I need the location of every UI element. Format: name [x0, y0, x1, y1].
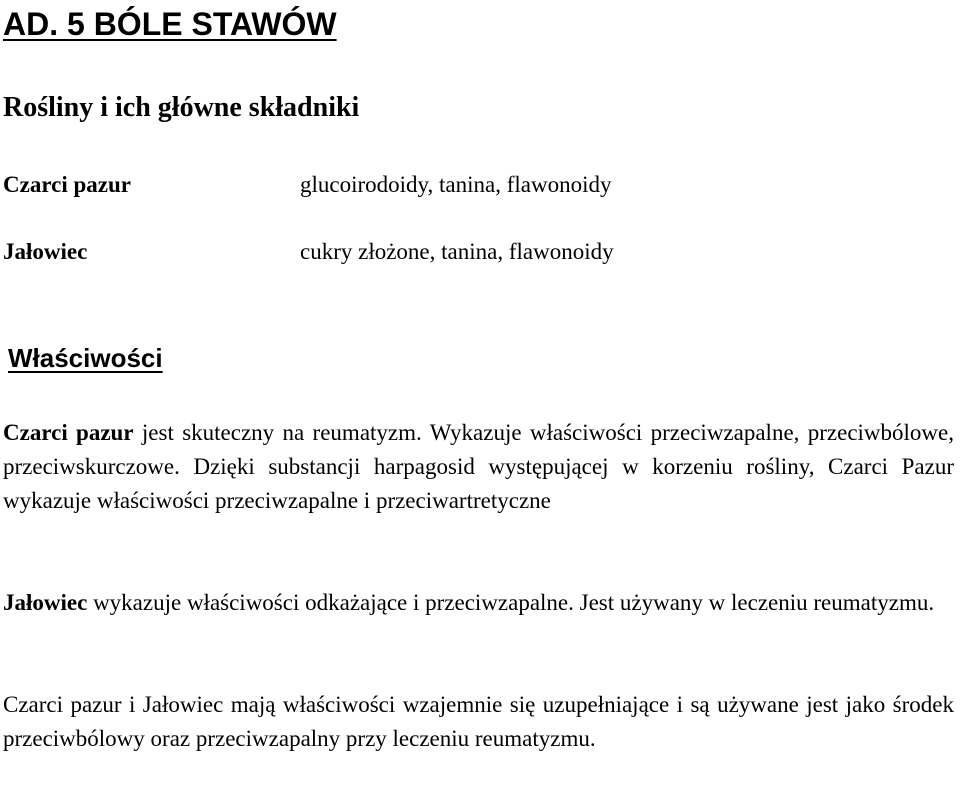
plant-name: Jałowiec: [3, 239, 88, 264]
paragraph-czarci-pazur: [3, 416, 954, 518]
plants-heading: Rośliny i ich główne składniki: [3, 92, 360, 123]
properties-heading: Właściwości: [8, 343, 163, 373]
paragraph-text: Czarci pazur i Jałowiec mają właściwości wzajemnie się uzupełniające i są używane jest jako środek przeciwbólowy oraz przeciwzapalny przy leczeniu reumatyzmu.: [3, 692, 954, 751]
plant-name: Czarci pazur: [3, 172, 131, 197]
paragraph-jalowiec: [3, 586, 954, 620]
paragraph-lead: Czarci pazur: [3, 420, 134, 445]
page-title: AD. 5 BÓLE STAWÓW: [3, 6, 337, 42]
paragraph-text: wykazuje właściwości odkażające i przeciwzapalne. Jest używany w leczeniu reumatyzmu.: [87, 590, 935, 615]
plant-ingredients: cukry złożone, tanina, flawonoidy: [300, 239, 614, 264]
paragraph-text: jest skuteczny na reumatyzm. Wykazuje właściwości przeciwzapalne, przeciwbólowe, przeciwskurczowe. Dzięki substancji harpagosid występującej w korzeniu rośliny, Czarci Pazur wykazuje właściwości przeciwzapalne i przeciwartretyczne: [3, 420, 954, 513]
paragraph-lead: Jałowiec: [3, 590, 88, 615]
plant-ingredients: glucoirodoidy, tanina, flawonoidy: [300, 172, 612, 197]
paragraph-summary: [3, 688, 954, 756]
